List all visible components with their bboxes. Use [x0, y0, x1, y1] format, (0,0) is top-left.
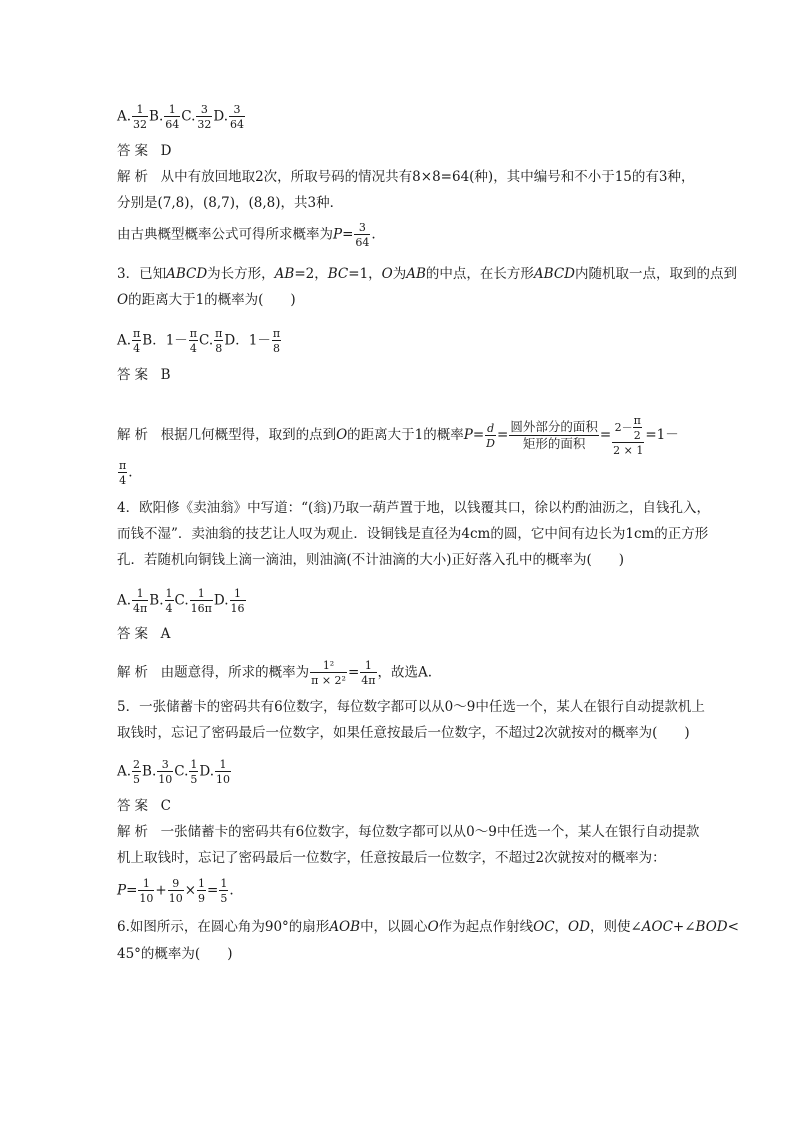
option-d-fraction: $\frac{3}{64}$ — [230, 103, 245, 131]
option-b-label: B. — [149, 108, 164, 125]
q5-formula: P= $\frac{1}{10}$ + $\frac{9}{10}$ × $\frac{1}{9}$ = $\frac{1}{5}$ . — [117, 877, 234, 905]
q2-analysis-line2: 分别是(7,8)，(8,7)，(8,8)，共3种． — [117, 195, 344, 211]
q4-stem-line1: 4．欧阳修《卖油翁》中写道：“(翁)乃取一葫芦置于地，以钱覆其口，徐以杓酌油沥之，自钱孔入， — [117, 500, 711, 516]
q6-stem-line2: 45°的概率为( ) — [117, 946, 233, 962]
q3-answer: 答案 B — [117, 367, 171, 383]
q2-analysis-line1: 解析 从中有放回地取2次，所取号码的情况共有8×8=64(种)，其中编号和不小于15的有3种， — [117, 169, 695, 185]
q6-stem-line1: 6.如图所示，在圆心角为90°的扇形AOB中，以圆心O作为起点作射线OC，OD，则使∠AOC+∠BOD< — [117, 919, 739, 935]
option-b-fraction: $\frac{1}{64}$ — [165, 103, 180, 131]
answer-value: A — [160, 626, 171, 642]
q3-analysis: 解析 根据几何概型得，取到的点到O的距离大于1的概率P= $\frac{d}{D}$ = 圆外部分的面积 矩形的面积 = 2－ $\frac{\pi}{2}$ 2 × 1 =1－ — [117, 414, 679, 457]
q5-analysis-line2: 机上取钱时，忘记了密码最后一位数字，任意按最后一位数字，不超过2次就按对的概率为： — [117, 850, 666, 866]
option-a-label: A. — [117, 108, 132, 125]
q4-stem-line2: 而钱不湿”．卖油翁的技艺让人叹为观止．设铜钱是直径为4cm的圆，它中间有边长为1cm的正方形 — [117, 526, 709, 542]
q4-analysis: 解析 由题意得，所求的概率为 $\frac{\text{1²}}{\text{π × 2²}}$ = $\frac{1}{4\pi}$ ，故选A. — [117, 659, 433, 687]
option-d-label: D. — [213, 108, 229, 125]
option-a-fraction: $\frac{1}{32}$ — [133, 103, 148, 131]
nested-fraction: 2－ $\frac{\pi}{2}$ 2 × 1 — [613, 414, 644, 457]
q3-analysis-tail: $\frac{\pi}{4}$ . — [119, 459, 133, 487]
q2-options — [117, 104, 246, 130]
q3-options: A. $\frac{\pi}{4}$ B．1－ $\frac{\pi}{4}$ C. $\frac{\pi}{8}$ D．1－ $\frac{\pi}{8}$ — [117, 327, 281, 355]
q5-stem-line1: 5．一张储蓄卡的密码共有6位数字，每位数字都可以从0～9中任选一个，某人在银行自动提款机上 — [117, 699, 705, 715]
q4-answer: 答案 A — [117, 626, 171, 642]
q5-answer: 答案 C — [117, 798, 171, 814]
q3-stem-line1: 3．已知ABCD为长方形，AB=2，BC=1，O为AB的中点，在长方形ABCD内随机取一点，取到的点到 — [117, 266, 737, 282]
answer-value: B — [160, 367, 171, 383]
q4-options: A. $\frac{1}{4\pi}$ B. $\frac{1}{4}$ C. $\frac{1}{16\pi}$ D. $\frac{1}{16}$ — [117, 587, 245, 615]
answer-value: D — [160, 143, 172, 159]
q4-stem-line3: 孔．若随机向铜钱上滴一滴油，则油滴(不计油滴的大小)正好落入孔中的概率为( ) — [117, 552, 625, 568]
q5-stem-line2: 取钱时，忘记了密码最后一位数字，如果任意按最后一位数字，不超过2次就按对的概率为( ) — [117, 725, 690, 741]
q5-options: A. $\frac{2}{5}$ B. $\frac{3}{10}$ C. $\frac{1}{5}$ D. $\frac{1}{10}$ — [117, 758, 231, 786]
q3-stem-line2: O的距离大于1的概率为( ) — [117, 292, 296, 308]
probability-fraction: $\frac{3}{64}$ — [355, 221, 370, 249]
option-c-fraction: $\frac{3}{32}$ — [197, 103, 212, 131]
answer-value: C — [160, 798, 171, 814]
q2-answer: 答案 D — [117, 143, 172, 159]
q5-analysis-line1: 解析 一张储蓄卡的密码共有6位数字，每位数字都可以从0～9中任选一个，某人在银行自动提款 — [117, 824, 700, 840]
option-c-label: C. — [181, 108, 196, 125]
q2-analysis-line3: 由古典概型概率公式可得所求概率为P= $\frac{3}{64}$ . — [117, 221, 376, 249]
